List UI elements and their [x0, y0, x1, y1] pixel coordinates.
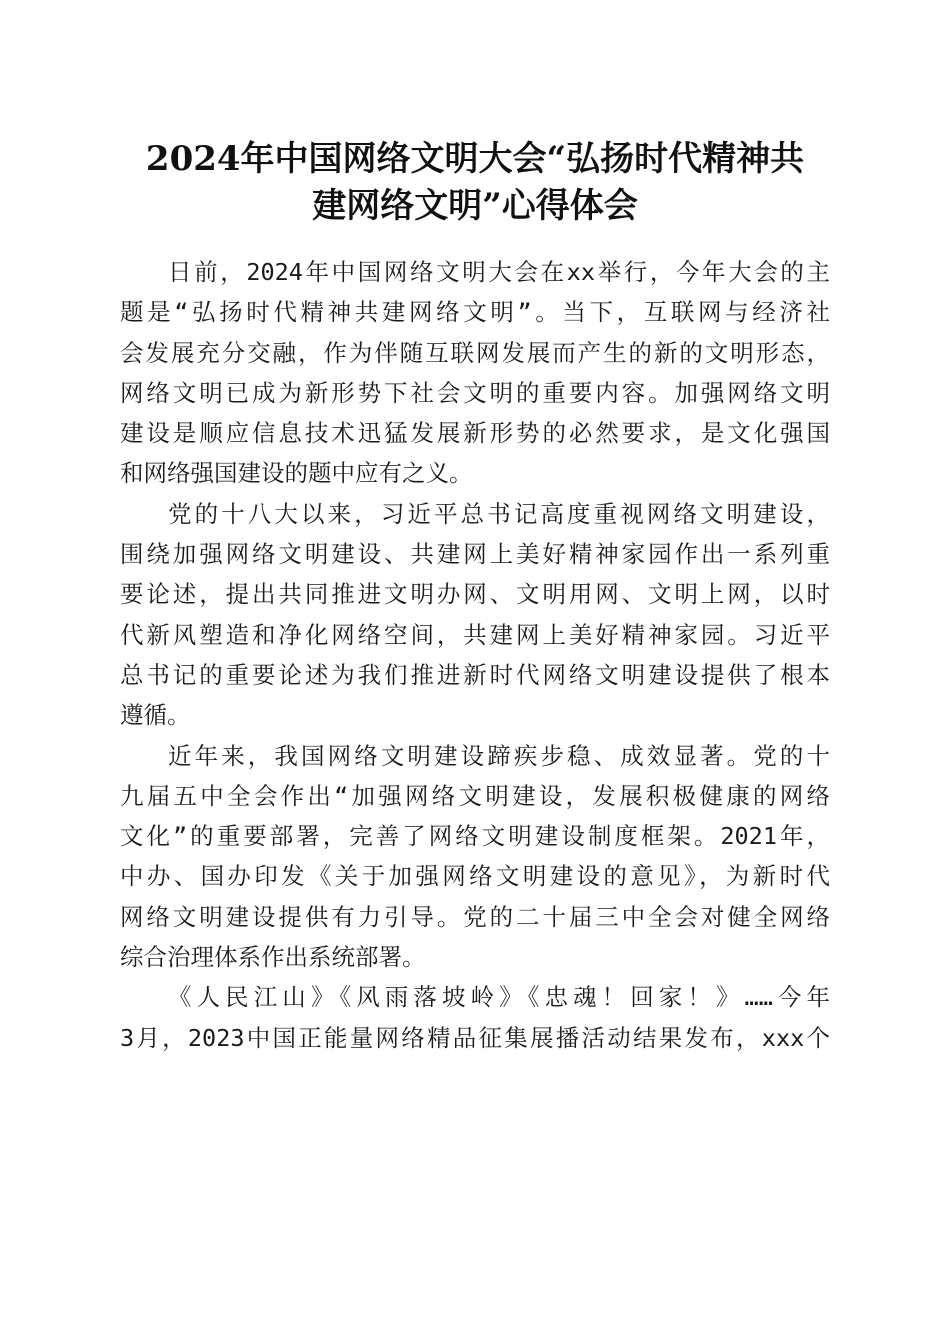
text-line: 总书记的重要论述为我们推进新时代网络文明建设提供了根本: [120, 660, 830, 689]
paragraph: [120, 977, 830, 1058]
paragraph: [120, 494, 830, 736]
text-line: 和网络强国建设的题中应有之义。: [120, 459, 473, 488]
title-line: 建网络文明”心得体会: [312, 186, 638, 226]
text-line: 3月，2023中国正能量网络精品征集展播活动结果发布，xxx个: [120, 1023, 830, 1052]
text-line: 网络文明建设提供有力引导。党的二十届三中全会对健全网络: [120, 902, 830, 931]
text-line: 文化”的重要部署，完善了网络文明建设制度框架。2021年，: [120, 822, 830, 851]
paragraph: [120, 736, 830, 978]
text-line: 中办、国办印发《关于加强网络文明建设的意见》，为新时代: [120, 862, 830, 891]
text-line: 题是“弘扬时代精神共建网络文明”。当下，互联网与经济社: [120, 298, 830, 327]
paragraph: [120, 252, 830, 494]
text-line: 建设是顺应信息技术迅猛发展新形势的必然要求，是文化强国: [120, 419, 830, 448]
text-line: 要论述，提出共同推进文明办网、文明用网、文明上网，以时: [120, 580, 830, 609]
text-line: 九届五中全会作出“加强网络文明建设，发展积极健康的网络: [120, 781, 830, 810]
document-body: [120, 252, 830, 1058]
text-line: 综合治理体系作出系统部署。: [120, 943, 426, 972]
text-line: 遵循。: [120, 701, 191, 730]
title-line: 2024年中国网络文明大会“弘扬时代精神共: [145, 139, 805, 179]
text-line: 网络文明已成为新形势下社会文明的重要内容。加强网络文明: [120, 378, 830, 407]
text-line: 围绕加强网络文明建设、共建网上美好精神家园作出一系列重: [120, 540, 830, 569]
text-line: 党的十八大以来，习近平总书记高度重视网络文明建设，: [168, 499, 830, 528]
text-line: 代新风塑造和净化网络空间，共建网上美好精神家园。习近平: [120, 620, 830, 649]
text-line: 日前，2024年中国网络文明大会在xx举行，今年大会的主: [168, 258, 830, 286]
document-title: [110, 136, 840, 230]
text-line: 近年来，我国网络文明建设蹄疾步稳、成效显著。党的十: [168, 741, 830, 770]
text-line: 会发展充分交融，作为伴随互联网发展而产生的新的文明形态，: [120, 338, 830, 367]
text-line: 《人民江山》《风雨落坡岭》《忠魂！回家！》……今年: [168, 983, 830, 1012]
